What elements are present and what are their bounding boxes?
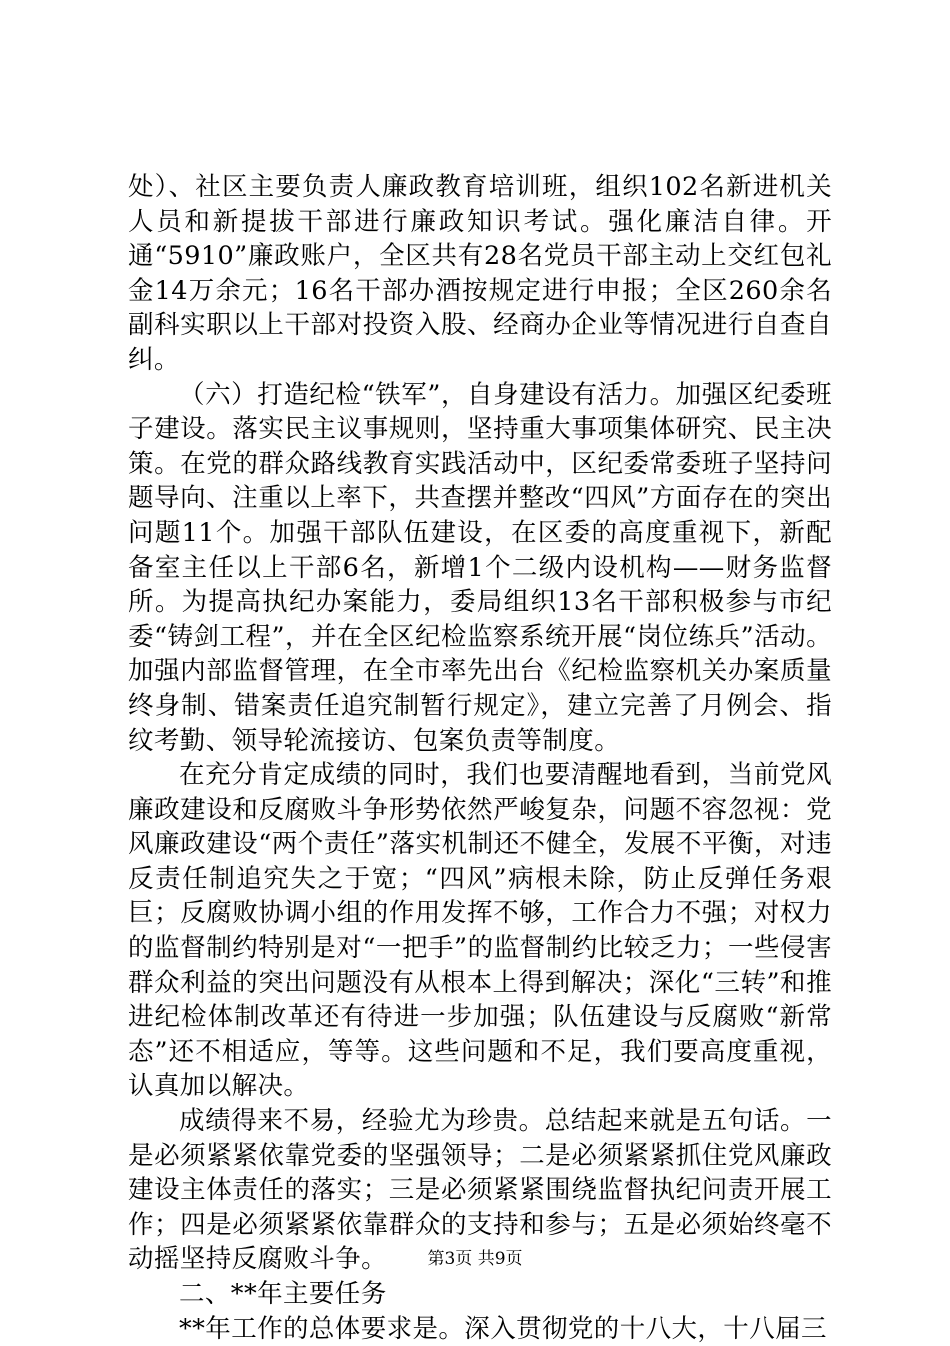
paragraph-experience: 成绩得来不易，经验尤为珍贵。总结起来就是五句话。一是必须紧紧依靠党委的坚强领导；二是必须紧紧抓住党风廉政建设主体责任的落实；三是必须紧紧围绕监督执纪问责开展工作；四是必须紧紧依靠群众的支持和参与；五是必须始终毫不动摇坚持反腐败斗争。 — [128, 1106, 832, 1275]
paragraph-overall-requirements: **年工作的总体要求是。深入贯彻党的十八大，十八届三 — [179, 1313, 827, 1344]
paragraph-continuation: 处）、社区主要负责人廉政教育培训班，组织102名新进机关人员和新提拔干部进行廉政知识考试。强化廉洁自律。开通“5910”廉政账户，全区共有28名党员干部主动上交红包礼金14万余元；16名干部办酒按规定进行申报；全区260余名副科实职以上干部对投资入股、经商办企业等情况进行自查自纠。 — [128, 172, 832, 375]
section-heading-main-tasks: 二、**年主要任务 — [179, 1279, 387, 1309]
page-footer: 第3页 共9页 — [427, 1249, 523, 1269]
paragraph-self-construction: （六）打造纪检“铁军”，自身建设有活力。加强区纪委班子建设。落实民主议事规则，坚持重大事项集体研究、民主决策。在党的群众路线教育实践活动中，区纪委常委班子坚持问题导向、注重以上率下，共查摆并整改“四风”方面存在的突出问题11个。加强干部队伍建设，在区委的高度重视下，新配备室主任以上干部6名，新增1个二级内设机构——财务监督所。为提高执纪办案能力，委局组织13名干部积极参与市纪委“铸剑工程”，并在全区纪检监察系统开展“岗位练兵”活动。加强内部监督管理，在全市率先出台《纪检监察机关办案质量终身制、错案责任追究制暂行规定》，建立完善了月例会、指纹考勤、领导轮流接访、包案负责等制度。 — [128, 379, 832, 756]
document-body — [128, 170, 832, 1346]
paragraph-problems: 在充分肯定成绩的同时，我们也要清醒地看到，当前党风廉政建设和反腐败斗争形势依然严峻复杂，问题不容忽视：党风廉政建设“两个责任”落实机制还不健全，发展不平衡，对违反责任制追究失之于宽；“四风”病根未除，防止反弹任务艰巨；反腐败协调小组的作用发挥不够，工作合力不强；对权力的监督制约特别是对“一把手”的监督制约比较乏力；一些侵害群众利益的突出问题没有从根本上得到解决；深化“三转”和推进纪检体制改革还有待进一步加强；队伍建设与反腐败“新常态”还不相适应，等等。这些问题和不足，我们要高度重视，认真加以解决。 — [128, 760, 832, 1102]
